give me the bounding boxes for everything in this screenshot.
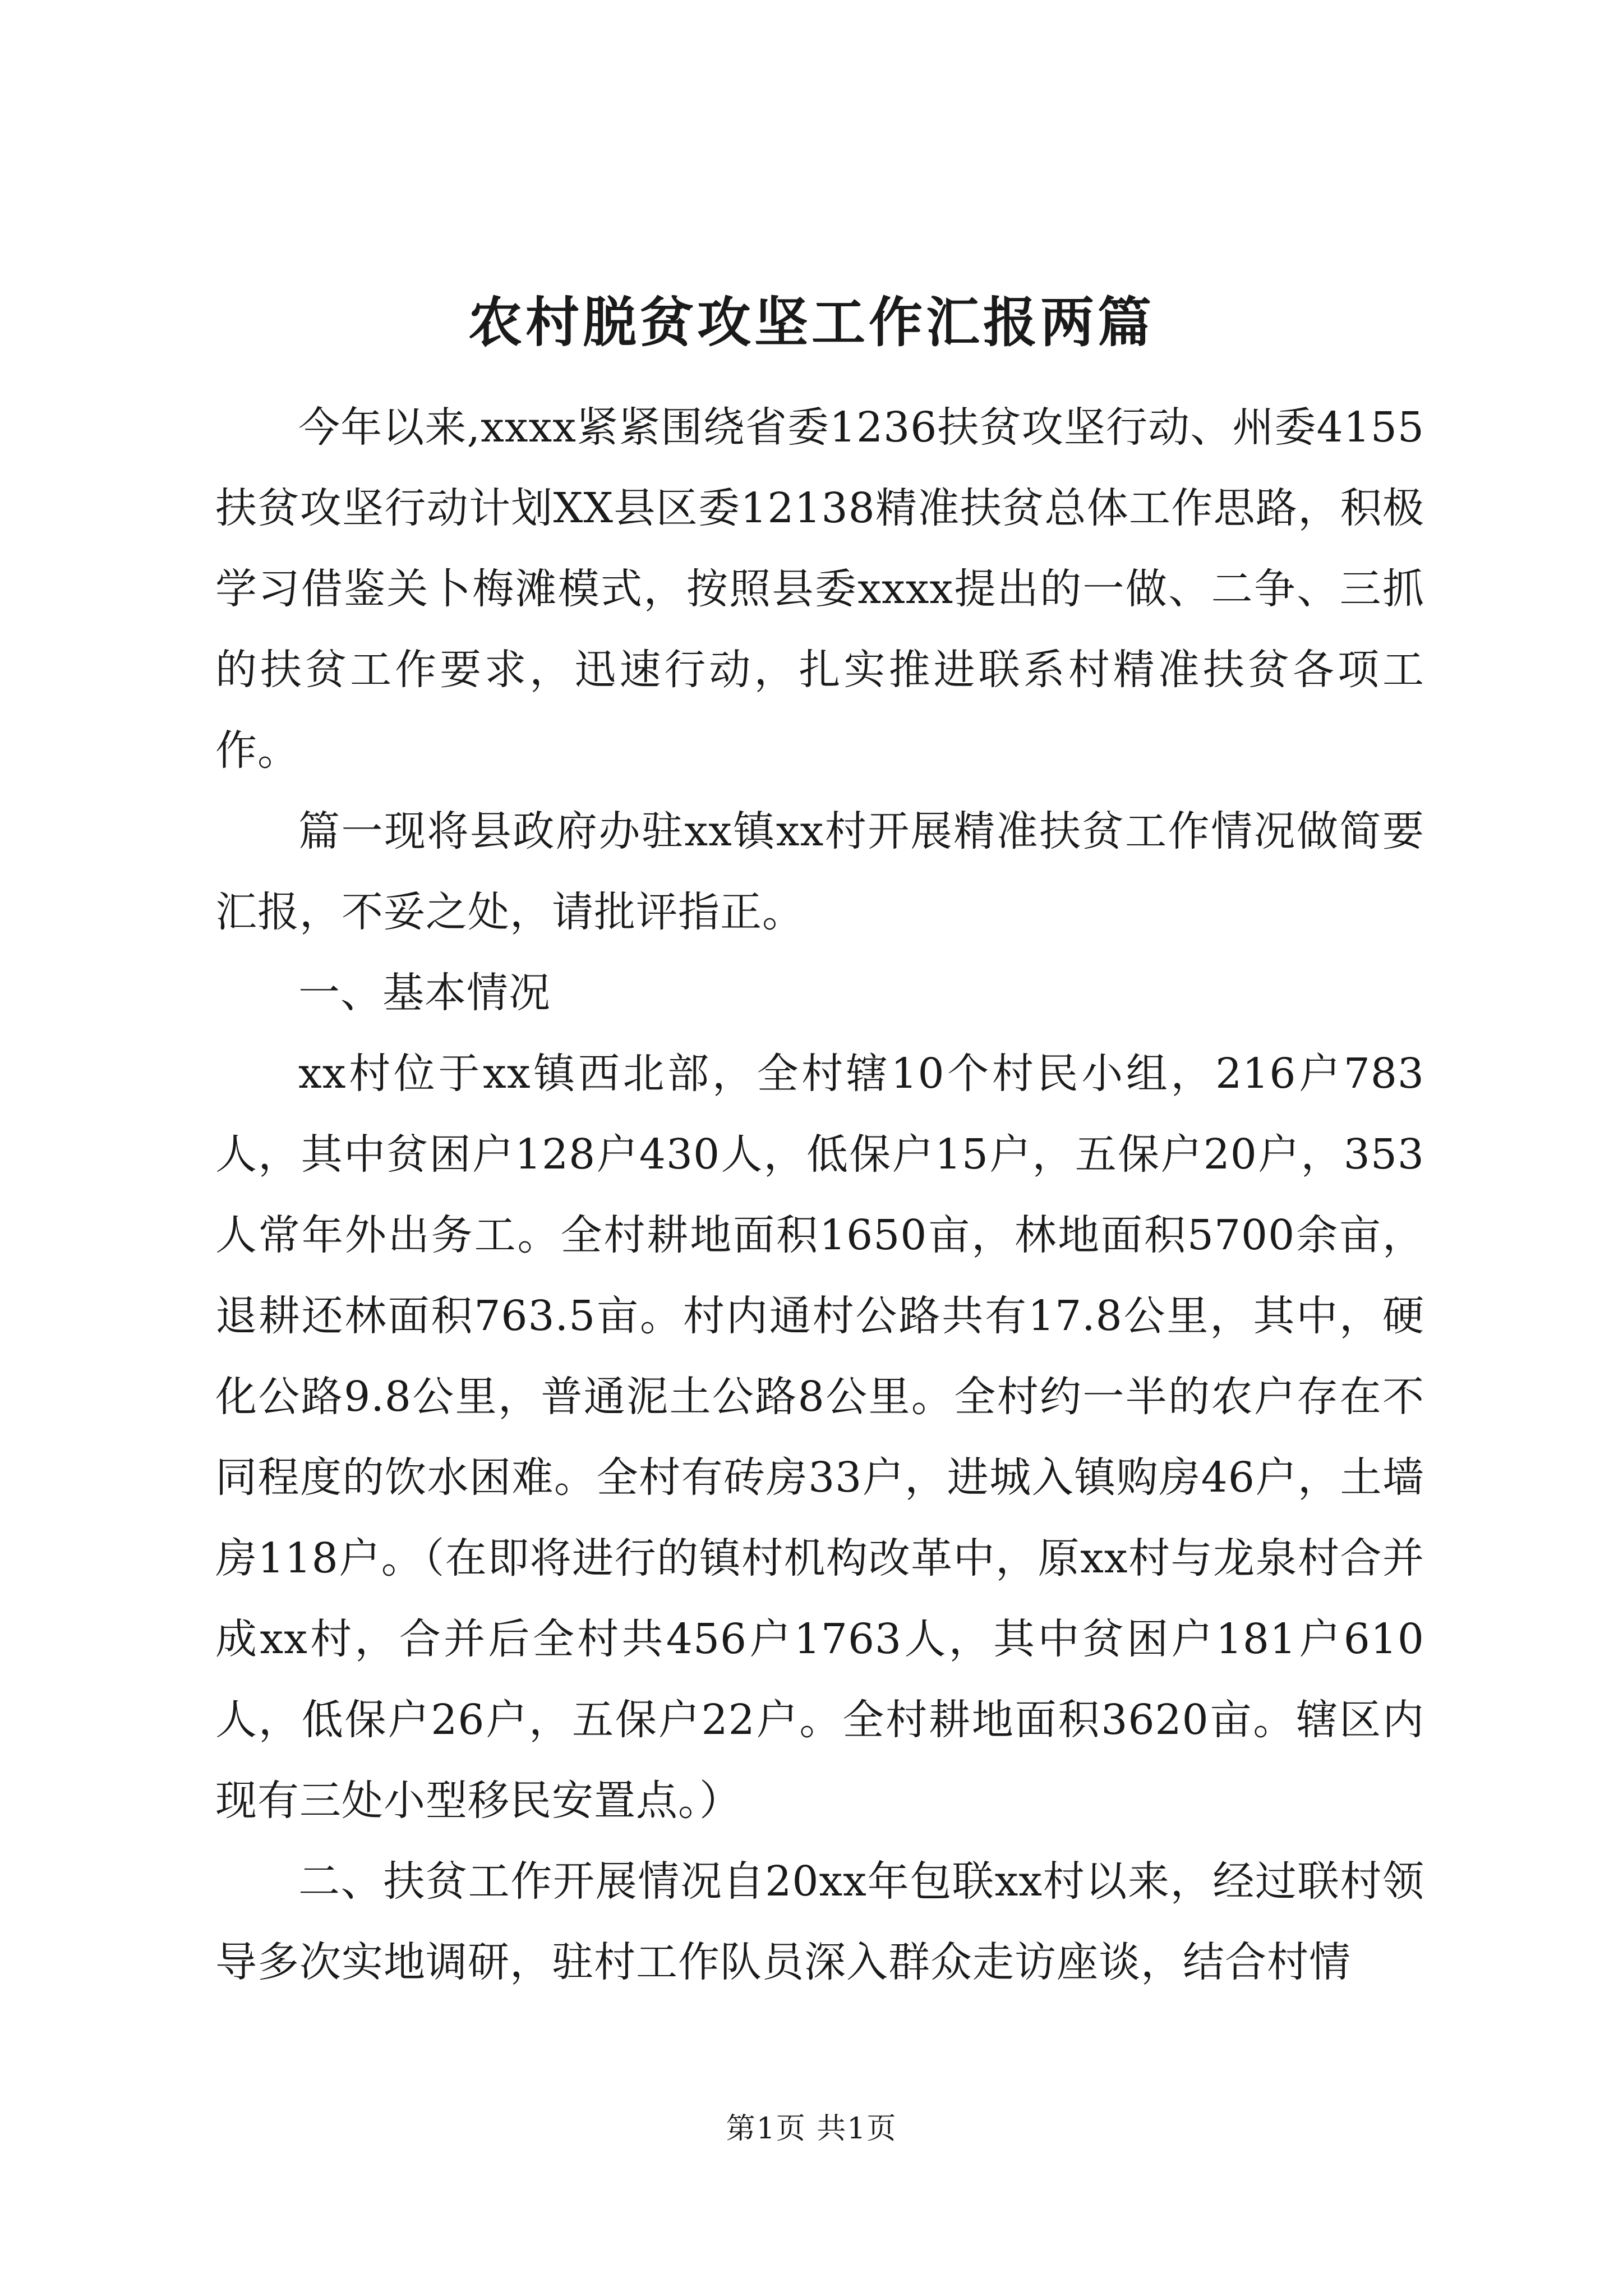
section-heading-basic-info: 一、基本情况 (298, 969, 551, 1017)
paragraph-report-note: 篇一现将县政府办驻xx镇xx村开展精准扶贫工作情况做简要汇报，不妥之处，请批评指正。 (215, 807, 1424, 936)
page-footer: 第1页 共1页 (726, 2112, 897, 2146)
document-body (215, 387, 1424, 2003)
paragraph-intro: 今年以来,xxxx紧紧围绕省委1236扶贫攻坚行动、州委4155扶贫攻坚行动计划XX县区委12138精准扶贫总体工作思路，积极学习借鉴关卜梅滩模式，按照县委xxxx提出的一做、二争、三抓的扶贫工作要求，迅速行动，扎实推进联系村精准扶贫各项工作。 (215, 403, 1424, 775)
paragraph-work-progress: 二、扶贫工作开展情况自20xx年包联xx村以来，经过联村领导多次实地调研，驻村工作队员深入群众走访座谈，结合村情 (215, 1857, 1424, 1986)
paragraph-village-info: xx村位于xx镇西北部，全村辖10个村民小组，216户783人，其中贫困户128户430人，低保户15户，五保户20户，353人常年外出务工。全村耕地面积1650亩，林地面积5700余亩，退耕还林面积763.5亩。村内通村公路共有17.8公里，其中，硬化公路9.8公里，普通泥土公路8公里。全村约一半的农户存在不同程度的饮水困难。全村有砖房33户，进城入镇购房46户，土墙房118户。（在即将进行的镇村机构改革中，原xx村与龙泉村合并成xx村，合并后全村共456户1763人，其中贫困户181户610人，低保户26户，五保户22户。全村耕地面积3620亩。辖区内现有三处小型移民安置点。） (215, 1050, 1425, 1825)
document-title: 农村脱贫攻坚工作汇报两篇 (468, 291, 1155, 354)
